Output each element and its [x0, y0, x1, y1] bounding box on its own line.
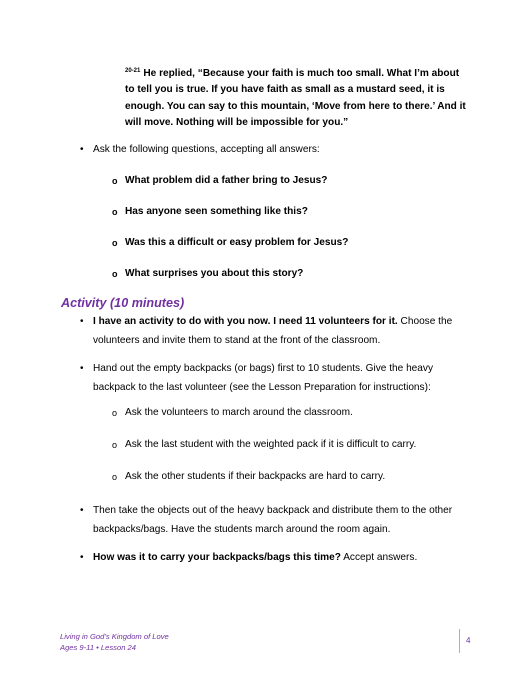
footer-subtitle: Ages 9-11 • Lesson 24 [60, 642, 136, 652]
circle-bullet-icon: o [112, 269, 118, 279]
circle-bullet-icon: o [112, 207, 118, 217]
activity-sub-step: o Ask the other students if their backpacks are hard to carry. [112, 471, 386, 482]
activity-heading: Activity (10 minutes) [61, 296, 185, 310]
circle-bullet-icon: o [112, 176, 118, 186]
bullet-icon: • [80, 552, 84, 563]
verse-reference: 20-21 [125, 68, 141, 74]
activity-step [80, 312, 470, 351]
activity-sub-step: o Ask the volunteers to march around the classroom. [112, 407, 353, 418]
scripture-quote [125, 63, 470, 131]
question-item: o Was this a difficult or easy problem for Jesus? [112, 237, 349, 248]
circle-bullet-icon: o [112, 408, 118, 418]
step3-text: Then take the objects out of the heavy backpack and distribute them to the other backpacks/bags. Have the students march around the room again. [93, 505, 453, 536]
circle-bullet-icon: o [112, 440, 118, 450]
activity-step [80, 501, 470, 540]
bullet-icon: • [80, 363, 84, 374]
question-item: o What surprises you about this story? [112, 268, 304, 279]
circle-bullet-icon: o [112, 238, 118, 248]
bullet-icon: • [80, 144, 84, 155]
question-item: o What problem did a father bring to Jesus? [112, 175, 328, 186]
step2-text: Hand out the empty backpacks (or bags) first to 10 students. Give the heavy backpack to the last volunteer (see the Lesson Preparation for instructions): [93, 363, 433, 394]
circle-bullet-icon: o [112, 472, 118, 482]
page-footer [60, 632, 169, 653]
footer-divider [459, 629, 460, 653]
questions-intro-text: Ask the following questions, accepting all answers: [93, 144, 320, 155]
activity-step [80, 548, 470, 567]
activity-step [80, 359, 470, 398]
questions-intro-item [80, 140, 470, 159]
step1-bold-text: I have an activity to do with you now. I need 11 volunteers for it. [93, 316, 398, 327]
activity-sub-step: o Ask the last student with the weighted pack if it is difficult to carry. [112, 439, 417, 450]
step4-bold-text: How was it to carry your backpacks/bags this time? [93, 552, 341, 563]
step1-text: Choose the volunteers and invite them to stand at the front of the classroom. [93, 316, 453, 347]
quote-text: He replied, “Because your faith is much too small. What I’m about to tell you is true. If you have faith as small as a mustard seed, it is enough. You can say to this mountain, ‘Move from here to there.’ And it will move. Nothing will be impossible for you.” [125, 68, 466, 128]
question-item: o Has anyone seen something like this? [112, 206, 308, 217]
bullet-icon: • [80, 505, 84, 516]
step4-text: Accept answers. [340, 552, 418, 563]
page-number: 4 [466, 636, 471, 645]
bullet-icon: • [80, 316, 84, 327]
footer-title: Living in God’s Kingdom of Love [60, 632, 169, 641]
